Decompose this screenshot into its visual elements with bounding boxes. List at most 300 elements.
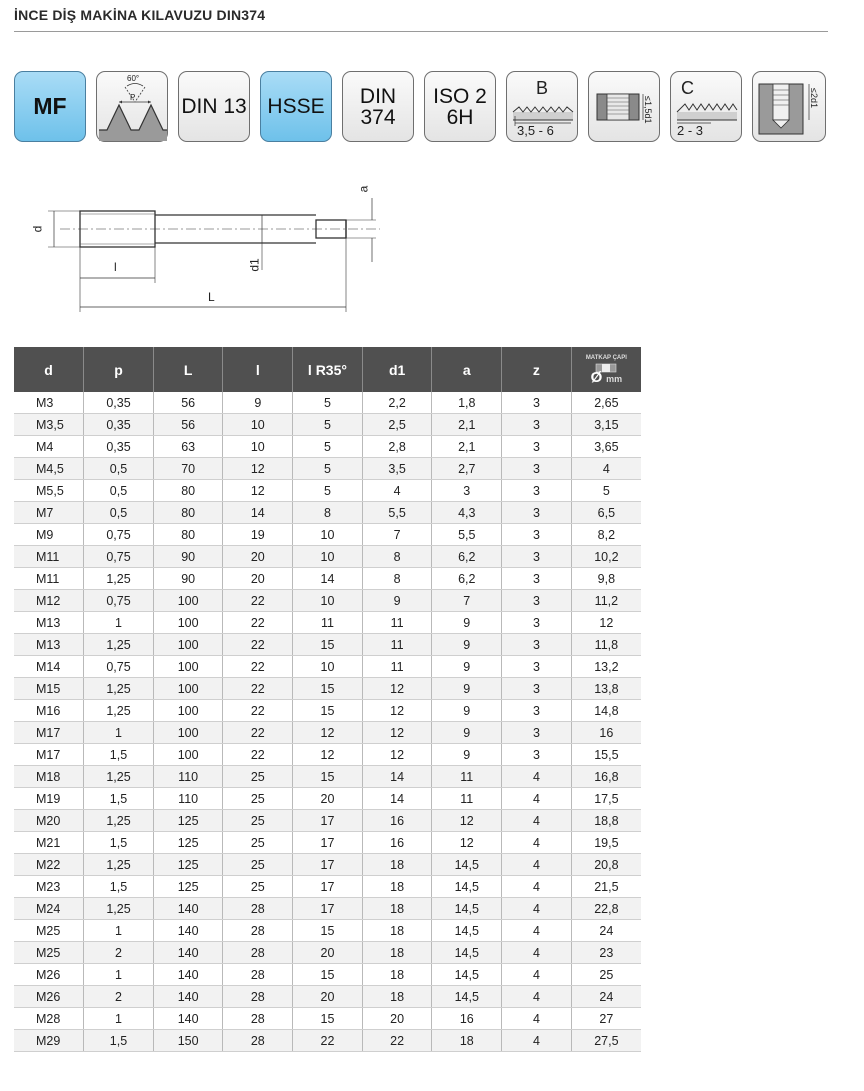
cell-d: M12 — [14, 590, 84, 612]
cell-l-r35: 15 — [293, 1008, 363, 1030]
cell-d: M16 — [14, 700, 84, 722]
cell-L: 80 — [153, 524, 223, 546]
cell-l-r35: 20 — [293, 788, 363, 810]
thread-pitch-label: P — [130, 93, 136, 102]
cell-a: 9 — [432, 656, 502, 678]
cell-a: 14,5 — [432, 854, 502, 876]
cell-d1: 18 — [362, 876, 432, 898]
cell-l-r35: 22 — [293, 1030, 363, 1052]
cell-l: 22 — [223, 656, 293, 678]
cell-L: 125 — [153, 810, 223, 832]
cell-p: 0,75 — [84, 656, 154, 678]
cell-drill-diameter: 22,8 — [571, 898, 641, 920]
cell-l-r35: 15 — [293, 700, 363, 722]
cell-drill-diameter: 9,8 — [571, 568, 641, 590]
cell-d1: 12 — [362, 722, 432, 744]
cell-p: 0,75 — [84, 590, 154, 612]
cell-z: 3 — [502, 414, 572, 436]
cell-L: 125 — [153, 876, 223, 898]
cell-drill-diameter: 10,2 — [571, 546, 641, 568]
cell-a: 9 — [432, 634, 502, 656]
cell-l-r35: 17 — [293, 832, 363, 854]
cell-p: 1,25 — [84, 810, 154, 832]
cell-a: 11 — [432, 766, 502, 788]
cell-drill-diameter: 24 — [571, 986, 641, 1008]
cell-l-r35: 10 — [293, 546, 363, 568]
cell-drill-diameter: 17,5 — [571, 788, 641, 810]
cell-l: 22 — [223, 612, 293, 634]
hsse-badge — [260, 71, 332, 142]
cell-l: 22 — [223, 744, 293, 766]
table-row — [14, 722, 641, 744]
cell-p: 0,5 — [84, 480, 154, 502]
cell-d: M7 — [14, 502, 84, 524]
cell-drill-diameter: 16 — [571, 722, 641, 744]
cell-l: 22 — [223, 634, 293, 656]
cell-L: 110 — [153, 766, 223, 788]
cell-a: 4,3 — [432, 502, 502, 524]
cell-d: M4 — [14, 436, 84, 458]
cell-a: 11 — [432, 788, 502, 810]
through-depth-label: ≤1,5d1 — [643, 96, 653, 124]
cell-drill-diameter: 12 — [571, 612, 641, 634]
cell-drill-diameter: 18,8 — [571, 810, 641, 832]
spec-table — [14, 347, 641, 1052]
cell-L: 100 — [153, 700, 223, 722]
cell-p: 0,75 — [84, 524, 154, 546]
din13-badge — [178, 71, 250, 142]
cell-z: 3 — [502, 744, 572, 766]
cell-p: 1,25 — [84, 854, 154, 876]
cell-z: 4 — [502, 1030, 572, 1052]
cell-d1: 14 — [362, 788, 432, 810]
col-header-a: a — [432, 347, 502, 392]
cell-p: 1,5 — [84, 788, 154, 810]
table-row — [14, 788, 641, 810]
cell-d: M18 — [14, 766, 84, 788]
cell-L: 80 — [153, 480, 223, 502]
cell-p: 0,5 — [84, 502, 154, 524]
cell-d1: 9 — [362, 590, 432, 612]
cell-l: 14 — [223, 502, 293, 524]
cell-l-r35: 5 — [293, 414, 363, 436]
cell-L: 150 — [153, 1030, 223, 1052]
cell-a: 12 — [432, 832, 502, 854]
cell-l-r35: 5 — [293, 436, 363, 458]
cell-p: 1,25 — [84, 678, 154, 700]
cell-a: 16 — [432, 1008, 502, 1030]
cell-drill-diameter: 25 — [571, 964, 641, 986]
cell-l: 25 — [223, 854, 293, 876]
table-row — [14, 1030, 641, 1052]
cell-a: 6,2 — [432, 546, 502, 568]
cell-a: 6,2 — [432, 568, 502, 590]
cell-d: M4,5 — [14, 458, 84, 480]
cell-d1: 8 — [362, 546, 432, 568]
cell-d1: 18 — [362, 920, 432, 942]
dimension-d1-label: d1 — [247, 258, 262, 272]
cell-d1: 11 — [362, 612, 432, 634]
cell-z: 3 — [502, 436, 572, 458]
cell-l: 22 — [223, 590, 293, 612]
thread-angle-label: 60° — [127, 74, 140, 83]
drill-caption: MATKAP ÇAPI — [585, 355, 627, 361]
cell-d: M28 — [14, 1008, 84, 1030]
drill-hole-icon — [580, 363, 632, 373]
din374-label-line2: 374 — [360, 105, 396, 129]
cell-z: 3 — [502, 546, 572, 568]
cell-z: 3 — [502, 480, 572, 502]
cell-l: 25 — [223, 766, 293, 788]
cell-d1: 18 — [362, 854, 432, 876]
col-header-l-r35: l R35° — [293, 347, 363, 392]
cell-d: M24 — [14, 898, 84, 920]
cell-drill-diameter: 6,5 — [571, 502, 641, 524]
cell-drill-diameter: 8,2 — [571, 524, 641, 546]
hsse-label: HSSE — [267, 95, 325, 118]
cell-drill-diameter: 21,5 — [571, 876, 641, 898]
cell-L: 56 — [153, 392, 223, 414]
cell-d: M26 — [14, 964, 84, 986]
col-header-z: z — [502, 347, 572, 392]
chamfer-b-range: 3,5 - 6 — [517, 123, 554, 138]
cell-drill-diameter: 4 — [571, 458, 641, 480]
cell-p: 2 — [84, 986, 154, 1008]
cell-a: 3 — [432, 480, 502, 502]
cell-z: 4 — [502, 788, 572, 810]
cell-d: M25 — [14, 920, 84, 942]
cell-l: 10 — [223, 414, 293, 436]
cell-drill-diameter: 27,5 — [571, 1030, 641, 1052]
chamfer-c-letter: C — [681, 78, 694, 98]
cell-d1: 8 — [362, 568, 432, 590]
cell-a: 14,5 — [432, 876, 502, 898]
cell-z: 4 — [502, 986, 572, 1008]
cell-L: 90 — [153, 546, 223, 568]
cell-z: 4 — [502, 964, 572, 986]
cell-L: 140 — [153, 942, 223, 964]
col-header-p: p — [84, 347, 154, 392]
cell-l-r35: 5 — [293, 458, 363, 480]
cell-l: 25 — [223, 876, 293, 898]
cell-a: 18 — [432, 1030, 502, 1052]
cell-d1: 12 — [362, 678, 432, 700]
cell-p: 1 — [84, 612, 154, 634]
cell-a: 9 — [432, 678, 502, 700]
cell-d: M29 — [14, 1030, 84, 1052]
cell-z: 3 — [502, 590, 572, 612]
diameter-symbol: Ø — [590, 369, 603, 386]
table-row — [14, 810, 641, 832]
cell-l: 28 — [223, 920, 293, 942]
cell-z: 3 — [502, 524, 572, 546]
table-row — [14, 612, 641, 634]
cell-d1: 16 — [362, 832, 432, 854]
table-row — [14, 876, 641, 898]
cell-drill-diameter: 3,65 — [571, 436, 641, 458]
cell-d1: 16 — [362, 810, 432, 832]
cell-l-r35: 15 — [293, 634, 363, 656]
cell-z: 3 — [502, 722, 572, 744]
cell-z: 3 — [502, 458, 572, 480]
cell-z: 4 — [502, 1008, 572, 1030]
table-row — [14, 964, 641, 986]
cell-l-r35: 5 — [293, 480, 363, 502]
chamfer-c-icon — [670, 71, 742, 142]
cell-a: 7 — [432, 590, 502, 612]
cell-z: 4 — [502, 876, 572, 898]
cell-p: 1,5 — [84, 1030, 154, 1052]
cell-a: 9 — [432, 722, 502, 744]
cell-l-r35: 15 — [293, 766, 363, 788]
cell-z: 3 — [502, 612, 572, 634]
cell-z: 3 — [502, 656, 572, 678]
cell-l: 20 — [223, 568, 293, 590]
chamfer-b-letter: B — [536, 78, 549, 98]
cell-z: 3 — [502, 392, 572, 414]
mf-badge — [14, 71, 86, 142]
cell-L: 80 — [153, 502, 223, 524]
cell-d: M20 — [14, 810, 84, 832]
cell-d1: 7 — [362, 524, 432, 546]
cell-L: 70 — [153, 458, 223, 480]
table-row — [14, 524, 641, 546]
cell-z: 3 — [502, 634, 572, 656]
cell-l: 12 — [223, 480, 293, 502]
cell-z: 4 — [502, 854, 572, 876]
blind-hole-icon — [752, 71, 826, 142]
iso-label-line2: 6H — [446, 105, 474, 129]
cell-l: 12 — [223, 458, 293, 480]
cell-a: 14,5 — [432, 920, 502, 942]
cell-drill-diameter: 2,65 — [571, 392, 641, 414]
cell-d: M15 — [14, 678, 84, 700]
cell-d: M17 — [14, 744, 84, 766]
cell-a: 9 — [432, 744, 502, 766]
cell-d: M13 — [14, 634, 84, 656]
cell-p: 1,25 — [84, 568, 154, 590]
table-row — [14, 744, 641, 766]
cell-l-r35: 5 — [293, 392, 363, 414]
table-row — [14, 920, 641, 942]
table-row — [14, 392, 641, 414]
cell-p: 1,25 — [84, 634, 154, 656]
cell-z: 4 — [502, 832, 572, 854]
cell-z: 3 — [502, 700, 572, 722]
cell-z: 4 — [502, 810, 572, 832]
cell-p: 1,5 — [84, 744, 154, 766]
table-row — [14, 656, 641, 678]
cell-l-r35: 17 — [293, 876, 363, 898]
table-row — [14, 832, 641, 854]
cell-l-r35: 15 — [293, 964, 363, 986]
cell-drill-diameter: 11,2 — [571, 590, 641, 612]
drill-unit: mm — [606, 374, 623, 384]
cell-l-r35: 20 — [293, 986, 363, 1008]
cell-a: 2,1 — [432, 436, 502, 458]
cell-d1: 12 — [362, 744, 432, 766]
cell-l: 9 — [223, 392, 293, 414]
cell-z: 4 — [502, 898, 572, 920]
thread-profile-icon — [96, 71, 168, 142]
cell-p: 1,25 — [84, 898, 154, 920]
cell-L: 125 — [153, 854, 223, 876]
cell-d: M22 — [14, 854, 84, 876]
cell-a: 5,5 — [432, 524, 502, 546]
chamfer-b-icon — [506, 71, 578, 142]
table-header-row — [14, 347, 641, 392]
cell-d1: 14 — [362, 766, 432, 788]
cell-L: 100 — [153, 634, 223, 656]
table-row — [14, 480, 641, 502]
cell-L: 100 — [153, 678, 223, 700]
table-row — [14, 546, 641, 568]
cell-L: 125 — [153, 832, 223, 854]
cell-d: M25 — [14, 942, 84, 964]
cell-l: 22 — [223, 722, 293, 744]
cell-l-r35: 11 — [293, 612, 363, 634]
cell-drill-diameter: 14,8 — [571, 700, 641, 722]
cell-drill-diameter: 13,8 — [571, 678, 641, 700]
cell-l-r35: 17 — [293, 898, 363, 920]
cell-d1: 5,5 — [362, 502, 432, 524]
blind-depth-label: ≤2d1 — [809, 88, 819, 108]
cell-drill-diameter: 15,5 — [571, 744, 641, 766]
cell-z: 4 — [502, 920, 572, 942]
cell-l: 28 — [223, 986, 293, 1008]
cell-p: 1,25 — [84, 766, 154, 788]
cell-z: 3 — [502, 568, 572, 590]
cell-l: 28 — [223, 964, 293, 986]
cell-z: 4 — [502, 766, 572, 788]
cell-d: M11 — [14, 546, 84, 568]
cell-l: 22 — [223, 700, 293, 722]
cell-p: 0,35 — [84, 392, 154, 414]
mf-label: MF — [33, 93, 67, 119]
cell-d1: 18 — [362, 964, 432, 986]
cell-l-r35: 20 — [293, 942, 363, 964]
cell-a: 12 — [432, 810, 502, 832]
din13-label: DIN 13 — [181, 95, 247, 118]
cell-d1: 12 — [362, 700, 432, 722]
cell-a: 14,5 — [432, 986, 502, 1008]
cell-l-r35: 8 — [293, 502, 363, 524]
col-header-l: l — [223, 347, 293, 392]
cell-l-r35: 10 — [293, 656, 363, 678]
table-row — [14, 436, 641, 458]
cell-d: M17 — [14, 722, 84, 744]
cell-L: 140 — [153, 898, 223, 920]
cell-d: M5,5 — [14, 480, 84, 502]
cell-drill-diameter: 24 — [571, 920, 641, 942]
cell-d1: 11 — [362, 634, 432, 656]
cell-drill-diameter: 3,15 — [571, 414, 641, 436]
cell-drill-diameter: 11,8 — [571, 634, 641, 656]
cell-L: 100 — [153, 612, 223, 634]
cell-a: 9 — [432, 612, 502, 634]
dimension-a-label: a — [356, 185, 371, 193]
cell-l-r35: 12 — [293, 722, 363, 744]
cell-l-r35: 10 — [293, 590, 363, 612]
col-header-d: d — [14, 347, 84, 392]
cell-l: 22 — [223, 678, 293, 700]
cell-drill-diameter: 27 — [571, 1008, 641, 1030]
tap-technical-drawing — [20, 170, 400, 325]
cell-L: 140 — [153, 986, 223, 1008]
cell-d: M3 — [14, 392, 84, 414]
table-row — [14, 502, 641, 524]
cell-p: 0,35 — [84, 436, 154, 458]
cell-drill-diameter: 19,5 — [571, 832, 641, 854]
col-header-L: L — [153, 347, 223, 392]
iso-tolerance-badge — [424, 71, 496, 142]
cell-p: 1 — [84, 920, 154, 942]
table-row — [14, 700, 641, 722]
cell-z: 4 — [502, 942, 572, 964]
cell-a: 14,5 — [432, 898, 502, 920]
cell-d: M9 — [14, 524, 84, 546]
cell-l: 28 — [223, 898, 293, 920]
cell-l: 25 — [223, 788, 293, 810]
cell-l: 20 — [223, 546, 293, 568]
dimension-d-label: d — [30, 225, 45, 233]
cell-l: 25 — [223, 832, 293, 854]
cell-drill-diameter: 23 — [571, 942, 641, 964]
table-row — [14, 678, 641, 700]
cell-d1: 11 — [362, 656, 432, 678]
spec-table-body — [14, 392, 641, 1052]
page-title: İNCE DİŞ MAKİNA KILAVUZU DIN374 — [14, 7, 266, 23]
feature-icon-row — [0, 0, 864, 150]
cell-p: 1,5 — [84, 876, 154, 898]
cell-l-r35: 17 — [293, 810, 363, 832]
cell-l-r35: 12 — [293, 744, 363, 766]
cell-z: 3 — [502, 678, 572, 700]
table-row — [14, 942, 641, 964]
cell-a: 14,5 — [432, 942, 502, 964]
cell-d: M26 — [14, 986, 84, 1008]
cell-L: 63 — [153, 436, 223, 458]
cell-d1: 2,5 — [362, 414, 432, 436]
cell-l: 19 — [223, 524, 293, 546]
cell-d1: 20 — [362, 1008, 432, 1030]
cell-drill-diameter: 16,8 — [571, 766, 641, 788]
iso-label-line1: ISO 2 — [433, 84, 487, 108]
cell-d: M23 — [14, 876, 84, 898]
cell-d: M13 — [14, 612, 84, 634]
col-header-drill-diameter — [571, 347, 641, 392]
table-row — [14, 986, 641, 1008]
cell-d1: 4 — [362, 480, 432, 502]
cell-d1: 18 — [362, 942, 432, 964]
table-row — [14, 766, 641, 788]
cell-L: 140 — [153, 1008, 223, 1030]
table-row — [14, 898, 641, 920]
cell-l: 10 — [223, 436, 293, 458]
cell-p: 2 — [84, 942, 154, 964]
cell-L: 90 — [153, 568, 223, 590]
cell-l: 28 — [223, 1030, 293, 1052]
cell-l: 28 — [223, 942, 293, 964]
cell-l-r35: 10 — [293, 524, 363, 546]
din374-label-line1: DIN — [359, 84, 397, 108]
cell-d1: 2,2 — [362, 392, 432, 414]
cell-a: 14,5 — [432, 964, 502, 986]
cell-L: 140 — [153, 964, 223, 986]
cell-L: 100 — [153, 590, 223, 612]
table-row — [14, 1008, 641, 1030]
cell-p: 0,5 — [84, 458, 154, 480]
